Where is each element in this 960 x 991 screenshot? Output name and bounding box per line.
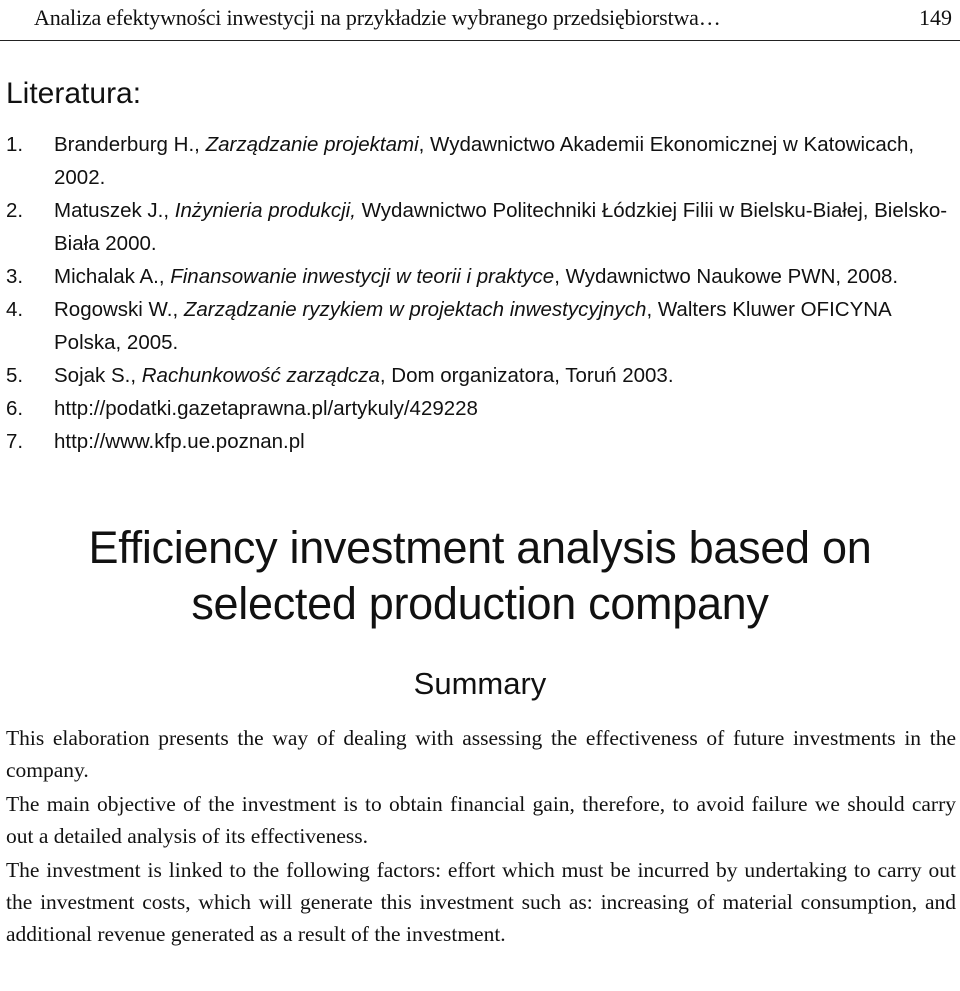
- summary-paragraph: The main objective of the investment is to obtain financial gain, therefore, to avoid failure we should carry out a detailed analysis of its effectiveness.: [6, 792, 956, 848]
- reference-title: Zarządzanie ryzykiem w projektach inwestycyjnych: [183, 298, 647, 321]
- reference-publisher: Wydawnictwo Politechniki Łódzkiej Filii w Bielsku-Białej, Bielsko- Biała 2000.: [54, 199, 948, 255]
- reference-number: 1.: [6, 133, 24, 156]
- reference-item: [6, 128, 956, 194]
- summary-paragraph: This elaboration presents the way of dealing with assessing the effectiveness of future investments in the company.: [6, 726, 956, 782]
- reference-item: [6, 260, 956, 293]
- reference-url: http://www.kfp.ue.poznan.pl: [54, 430, 305, 453]
- summary-paragraph: The investment is linked to the following factors: effort which must be incurred by undertaking to carry out the investment costs, which will generate this investment such as: increasing of material consumption, and additional revenue generated as a result of the investment.: [6, 858, 956, 946]
- reference-title: Rachunkowość zarządcza: [141, 364, 380, 387]
- reference-item: [6, 425, 956, 458]
- reference-number: 5.: [6, 364, 24, 387]
- reference-author: Matuszek J.,: [54, 199, 170, 222]
- reference-publisher: , Walters Kluwer OFICYNA Polska, 2005.: [54, 298, 891, 354]
- reference-publisher: , Wydawnictwo Akademii Ekonomicznej w Katowicach, 2002.: [54, 133, 915, 189]
- reference-item: [6, 293, 956, 359]
- reference-item: [6, 194, 956, 260]
- reference-author: Rogowski W.,: [54, 298, 179, 321]
- reference-number: 7.: [6, 430, 24, 453]
- literature-heading: Literatura:: [6, 77, 142, 110]
- reference-publisher: , Dom organizatora, Toruń 2003.: [379, 364, 674, 387]
- summary-heading: Summary: [413, 666, 547, 701]
- reference-author: Sojak S.,: [54, 364, 137, 387]
- page-number: 149: [919, 5, 952, 30]
- reference-author: Michalak A.,: [54, 265, 165, 288]
- reference-publisher: , Wydawnictwo Naukowe PWN, 2008.: [554, 265, 899, 288]
- reference-number: 4.: [6, 298, 24, 321]
- reference-title: Inżynieria produkcji,: [174, 199, 356, 222]
- reference-title: Finansowanie inwestycji w teorii i praktyce: [170, 265, 555, 288]
- reference-author: Branderburg H.,: [54, 133, 200, 156]
- reference-url: http://podatki.gazetaprawna.pl/artykuly/429228: [54, 397, 478, 420]
- english-article-title: Efficiency investment analysis based on selected production company: [88, 522, 872, 629]
- reference-number: 2.: [6, 199, 24, 222]
- reference-item: [6, 359, 956, 392]
- reference-item: [6, 392, 956, 425]
- reference-list: [6, 128, 956, 458]
- reference-title: Zarządzanie projektami: [205, 133, 419, 156]
- summary-body: [6, 722, 956, 952]
- reference-number: 6.: [6, 397, 24, 420]
- running-header: [0, 0, 960, 41]
- running-header-title: Analiza efektywności inwestycji na przykładzie wybranego przedsiębiorstwa…: [34, 5, 721, 30]
- reference-number: 3.: [6, 265, 24, 288]
